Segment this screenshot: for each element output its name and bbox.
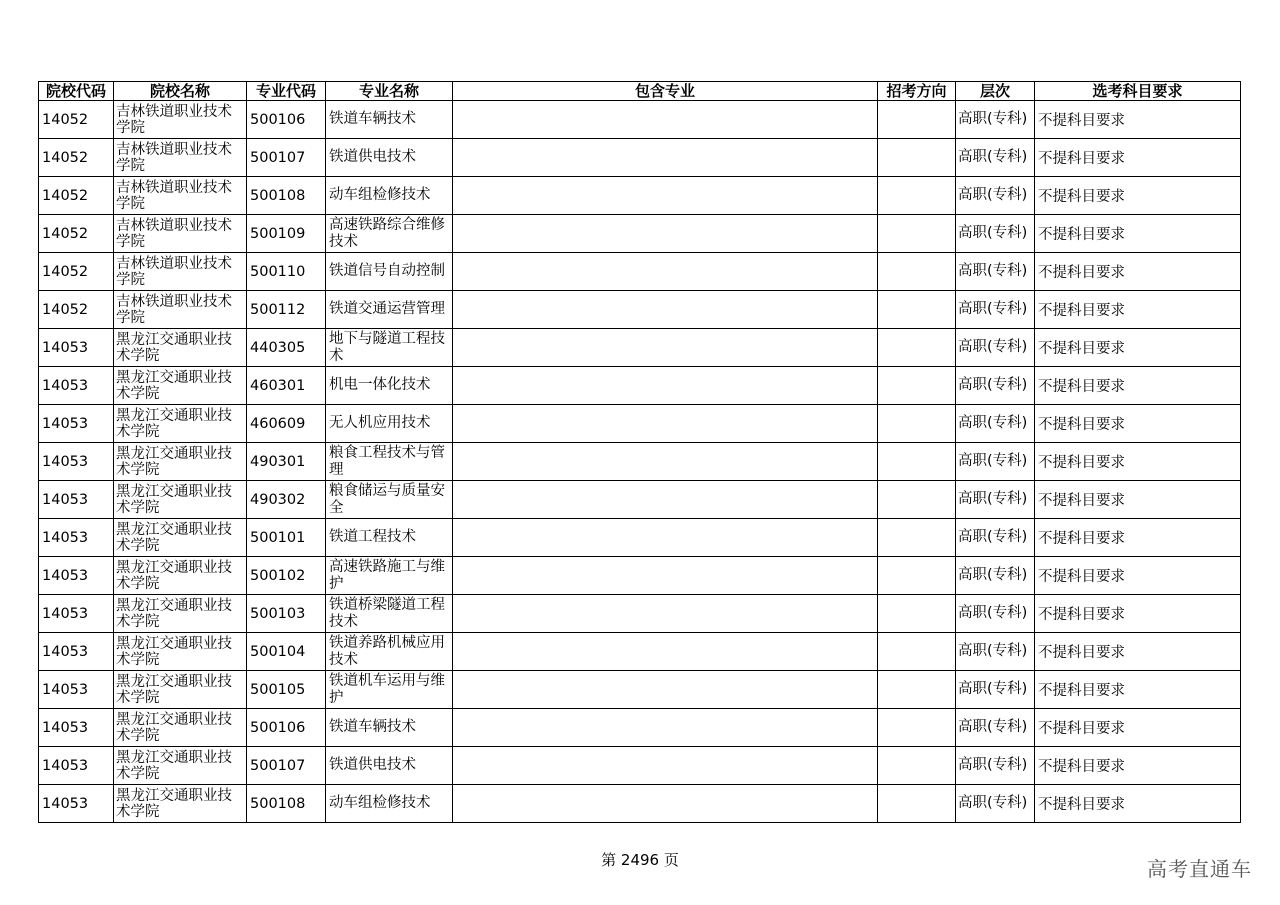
table-row [39, 595, 1241, 633]
page-number: 第 2496 页 [601, 851, 679, 869]
cell-major-code: 500106 [247, 709, 326, 747]
cell-major-code: 440305 [247, 329, 326, 367]
cell-major-name: 高速铁路综合维修技术 [326, 215, 453, 253]
cell-included-majors [453, 139, 878, 177]
cell-school-name: 吉林铁道职业技术学院 [114, 253, 247, 291]
cell-school-code: 14053 [39, 671, 114, 709]
cell-direction [878, 633, 956, 671]
cell-direction [878, 785, 956, 823]
cell-included-majors [453, 405, 878, 443]
cell-school-name: 黑龙江交通职业技术学院 [114, 367, 247, 405]
cell-subject-requirement: 不提科目要求 [1035, 481, 1241, 519]
cell-school-name: 吉林铁道职业技术学院 [114, 177, 247, 215]
cell-subject-requirement: 不提科目要求 [1035, 215, 1241, 253]
cell-major-code: 500109 [247, 215, 326, 253]
cell-subject-requirement: 不提科目要求 [1035, 177, 1241, 215]
table-row [39, 367, 1241, 405]
cell-major-code: 500107 [247, 139, 326, 177]
cell-school-name: 黑龙江交通职业技术学院 [114, 747, 247, 785]
cell-school-name: 黑龙江交通职业技术学院 [114, 709, 247, 747]
cell-school-name: 吉林铁道职业技术学院 [114, 101, 247, 139]
cell-major-name: 铁道车辆技术 [326, 101, 453, 139]
cell-level: 高职(专科) [956, 101, 1035, 139]
cell-major-name: 高速铁路施工与维护 [326, 557, 453, 595]
cell-subject-requirement: 不提科目要求 [1035, 405, 1241, 443]
cell-level: 高职(专科) [956, 633, 1035, 671]
cell-included-majors [453, 709, 878, 747]
cell-school-code: 14053 [39, 709, 114, 747]
cell-included-majors [453, 785, 878, 823]
cell-subject-requirement: 不提科目要求 [1035, 633, 1241, 671]
cell-included-majors [453, 671, 878, 709]
header-major-name: 专业名称 [326, 82, 453, 101]
cell-major-name: 铁道桥梁隧道工程技术 [326, 595, 453, 633]
cell-major-name: 铁道交通运营管理 [326, 291, 453, 329]
cell-level: 高职(专科) [956, 443, 1035, 481]
cell-direction [878, 405, 956, 443]
cell-major-code: 460609 [247, 405, 326, 443]
cell-subject-requirement: 不提科目要求 [1035, 709, 1241, 747]
cell-subject-requirement: 不提科目要求 [1035, 101, 1241, 139]
cell-included-majors [453, 557, 878, 595]
cell-level: 高职(专科) [956, 747, 1035, 785]
cell-major-code: 500106 [247, 101, 326, 139]
table-row [39, 177, 1241, 215]
cell-subject-requirement: 不提科目要求 [1035, 519, 1241, 557]
cell-direction [878, 557, 956, 595]
table-row [39, 481, 1241, 519]
cell-major-code: 500104 [247, 633, 326, 671]
cell-subject-requirement: 不提科目要求 [1035, 367, 1241, 405]
header-school-code: 院校代码 [39, 82, 114, 101]
cell-subject-requirement: 不提科目要求 [1035, 443, 1241, 481]
cell-school-name: 黑龙江交通职业技术学院 [114, 671, 247, 709]
cell-included-majors [453, 443, 878, 481]
header-direction: 招考方向 [878, 82, 956, 101]
cell-school-name: 黑龙江交通职业技术学院 [114, 405, 247, 443]
table-row [39, 633, 1241, 671]
cell-major-name: 粮食工程技术与管理 [326, 443, 453, 481]
watermark-logo: 高考直通车 [1147, 857, 1252, 881]
cell-included-majors [453, 367, 878, 405]
cell-included-majors [453, 481, 878, 519]
cell-school-code: 14052 [39, 101, 114, 139]
cell-level: 高职(专科) [956, 785, 1035, 823]
cell-school-code: 14053 [39, 367, 114, 405]
cell-direction [878, 709, 956, 747]
cell-school-code: 14052 [39, 139, 114, 177]
cell-major-code: 500108 [247, 177, 326, 215]
cell-major-name: 铁道车辆技术 [326, 709, 453, 747]
cell-included-majors [453, 747, 878, 785]
cell-school-name: 黑龙江交通职业技术学院 [114, 481, 247, 519]
cell-major-name: 铁道工程技术 [326, 519, 453, 557]
cell-school-code: 14053 [39, 595, 114, 633]
cell-school-name: 黑龙江交通职业技术学院 [114, 595, 247, 633]
cell-school-code: 14053 [39, 633, 114, 671]
table-row [39, 747, 1241, 785]
table-row [39, 101, 1241, 139]
header-included-majors: 包含专业 [453, 82, 878, 101]
cell-school-code: 14053 [39, 443, 114, 481]
cell-major-name: 铁道信号自动控制 [326, 253, 453, 291]
cell-major-name: 地下与隧道工程技术 [326, 329, 453, 367]
cell-level: 高职(专科) [956, 481, 1035, 519]
table-row [39, 405, 1241, 443]
cell-major-code: 500102 [247, 557, 326, 595]
cell-direction [878, 481, 956, 519]
cell-school-code: 14052 [39, 253, 114, 291]
cell-level: 高职(专科) [956, 291, 1035, 329]
cell-major-code: 500108 [247, 785, 326, 823]
cell-subject-requirement: 不提科目要求 [1035, 329, 1241, 367]
table-row [39, 215, 1241, 253]
header-level: 层次 [956, 82, 1035, 101]
cell-level: 高职(专科) [956, 253, 1035, 291]
cell-major-name: 粮食储运与质量安全 [326, 481, 453, 519]
cell-school-code: 14052 [39, 177, 114, 215]
cell-school-name: 黑龙江交通职业技术学院 [114, 557, 247, 595]
cell-included-majors [453, 291, 878, 329]
cell-subject-requirement: 不提科目要求 [1035, 139, 1241, 177]
cell-direction [878, 101, 956, 139]
header-subject-requirement: 选考科目要求 [1035, 82, 1241, 101]
cell-level: 高职(专科) [956, 709, 1035, 747]
cell-included-majors [453, 253, 878, 291]
cell-major-code: 500101 [247, 519, 326, 557]
cell-school-code: 14053 [39, 329, 114, 367]
cell-school-code: 14053 [39, 481, 114, 519]
header-school-name: 院校名称 [114, 82, 247, 101]
cell-included-majors [453, 329, 878, 367]
table-row [39, 443, 1241, 481]
admission-table [38, 81, 1241, 823]
table-row [39, 291, 1241, 329]
table-row [39, 671, 1241, 709]
cell-level: 高职(专科) [956, 671, 1035, 709]
cell-included-majors [453, 177, 878, 215]
cell-level: 高职(专科) [956, 519, 1035, 557]
cell-direction [878, 671, 956, 709]
cell-school-name: 吉林铁道职业技术学院 [114, 291, 247, 329]
cell-school-code: 14053 [39, 519, 114, 557]
cell-level: 高职(专科) [956, 557, 1035, 595]
cell-major-code: 500110 [247, 253, 326, 291]
cell-major-name: 铁道供电技术 [326, 747, 453, 785]
cell-major-code: 500103 [247, 595, 326, 633]
cell-included-majors [453, 215, 878, 253]
cell-major-name: 铁道供电技术 [326, 139, 453, 177]
cell-included-majors [453, 595, 878, 633]
cell-school-code: 14053 [39, 747, 114, 785]
cell-school-code: 14053 [39, 557, 114, 595]
table-row [39, 709, 1241, 747]
cell-school-name: 黑龙江交通职业技术学院 [114, 785, 247, 823]
cell-major-code: 460301 [247, 367, 326, 405]
cell-major-code: 500107 [247, 747, 326, 785]
cell-major-name: 铁道机车运用与维护 [326, 671, 453, 709]
cell-direction [878, 595, 956, 633]
cell-major-name: 机电一体化技术 [326, 367, 453, 405]
cell-included-majors [453, 633, 878, 671]
cell-major-code: 490302 [247, 481, 326, 519]
cell-level: 高职(专科) [956, 595, 1035, 633]
cell-direction [878, 177, 956, 215]
cell-major-name: 动车组检修技术 [326, 785, 453, 823]
cell-direction [878, 291, 956, 329]
cell-subject-requirement: 不提科目要求 [1035, 595, 1241, 633]
cell-direction [878, 443, 956, 481]
cell-direction [878, 139, 956, 177]
cell-direction [878, 519, 956, 557]
table-row [39, 329, 1241, 367]
cell-level: 高职(专科) [956, 367, 1035, 405]
cell-school-name: 吉林铁道职业技术学院 [114, 139, 247, 177]
cell-included-majors [453, 101, 878, 139]
cell-school-name: 黑龙江交通职业技术学院 [114, 519, 247, 557]
cell-subject-requirement: 不提科目要求 [1035, 785, 1241, 823]
cell-school-name: 黑龙江交通职业技术学院 [114, 443, 247, 481]
cell-level: 高职(专科) [956, 139, 1035, 177]
cell-direction [878, 367, 956, 405]
cell-major-name: 无人机应用技术 [326, 405, 453, 443]
cell-school-name: 黑龙江交通职业技术学院 [114, 633, 247, 671]
cell-subject-requirement: 不提科目要求 [1035, 291, 1241, 329]
cell-level: 高职(专科) [956, 215, 1035, 253]
cell-direction [878, 747, 956, 785]
cell-direction [878, 253, 956, 291]
cell-major-code: 490301 [247, 443, 326, 481]
cell-included-majors [453, 519, 878, 557]
cell-school-code: 14053 [39, 785, 114, 823]
table-row [39, 139, 1241, 177]
table-row [39, 253, 1241, 291]
cell-subject-requirement: 不提科目要求 [1035, 253, 1241, 291]
table-row [39, 557, 1241, 595]
cell-school-code: 14052 [39, 291, 114, 329]
table-row [39, 519, 1241, 557]
cell-level: 高职(专科) [956, 405, 1035, 443]
cell-direction [878, 329, 956, 367]
cell-subject-requirement: 不提科目要求 [1035, 671, 1241, 709]
table-row [39, 785, 1241, 823]
cell-level: 高职(专科) [956, 177, 1035, 215]
cell-major-code: 500112 [247, 291, 326, 329]
cell-major-name: 动车组检修技术 [326, 177, 453, 215]
cell-school-name: 吉林铁道职业技术学院 [114, 215, 247, 253]
cell-direction [878, 215, 956, 253]
cell-school-name: 黑龙江交通职业技术学院 [114, 329, 247, 367]
cell-school-code: 14053 [39, 405, 114, 443]
cell-level: 高职(专科) [956, 329, 1035, 367]
cell-school-code: 14052 [39, 215, 114, 253]
header-row [39, 82, 1241, 101]
cell-subject-requirement: 不提科目要求 [1035, 747, 1241, 785]
header-major-code: 专业代码 [247, 82, 326, 101]
cell-major-name: 铁道养路机械应用技术 [326, 633, 453, 671]
cell-major-code: 500105 [247, 671, 326, 709]
cell-subject-requirement: 不提科目要求 [1035, 557, 1241, 595]
